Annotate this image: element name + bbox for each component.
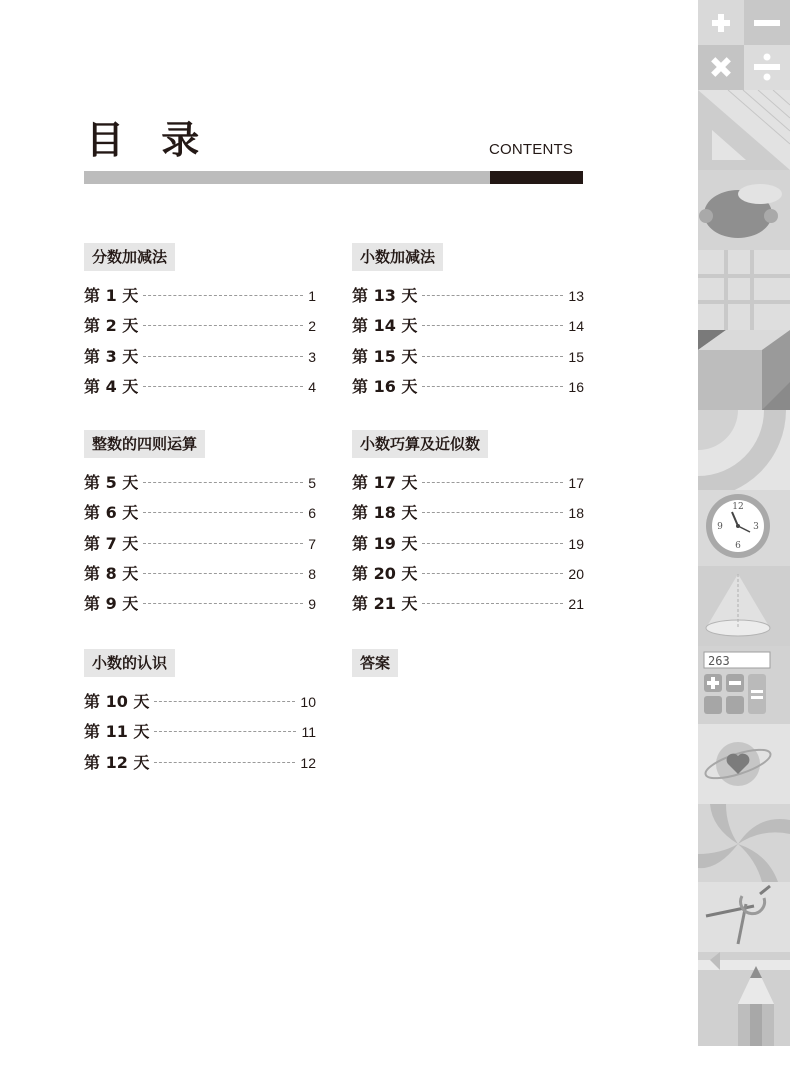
title-rule-dark: [490, 171, 583, 184]
calculator-display: 263: [708, 654, 730, 668]
entry-page: 15: [568, 348, 584, 365]
toc-entry[interactable]: [84, 748, 316, 778]
title-rule-gray: [84, 171, 490, 184]
section-heading: 答案: [352, 649, 398, 677]
toc-entry[interactable]: [352, 372, 584, 402]
clock-number-3: 3: [753, 522, 759, 532]
dot-leader: [422, 295, 563, 296]
clock-number-6: 6: [735, 541, 741, 551]
entry-page: 5: [308, 475, 316, 491]
entry-page: 10: [300, 694, 316, 710]
entry-page: 9: [308, 596, 316, 613]
toc-entry[interactable]: [84, 372, 316, 402]
dot-leader: [143, 386, 303, 387]
dot-leader: [422, 482, 563, 483]
planet-heart-icon: [698, 724, 790, 804]
entry-page: 11: [301, 724, 316, 741]
section-heading: 整数的四则运算: [84, 430, 205, 458]
entry-page: 7: [308, 535, 316, 552]
dot-leader: [422, 386, 563, 387]
clock-icon: [698, 490, 790, 566]
entry-label: 第 17 天: [352, 473, 418, 492]
entry-label: 第 8 天: [84, 563, 139, 583]
toc-entry[interactable]: [84, 281, 316, 311]
toc-entry[interactable]: [84, 342, 316, 372]
toc-entry[interactable]: [352, 589, 584, 619]
entry-label: 第 4 天: [84, 376, 139, 396]
dot-leader: [143, 295, 303, 296]
concentric-arcs-icon: [698, 410, 790, 490]
entry-label: 第 12 天: [84, 752, 150, 772]
toc-entry[interactable]: [84, 717, 316, 747]
toc-entry[interactable]: [352, 498, 584, 528]
entry-label: 第 9 天: [84, 594, 139, 614]
toc-entry[interactable]: [352, 281, 584, 311]
section-heading: 小数巧算及近似数: [352, 430, 488, 458]
toc-entry[interactable]: [84, 468, 316, 498]
toc-entry[interactable]: [84, 589, 316, 619]
clock-number-9: 9: [717, 522, 723, 532]
entry-label: 第 7 天: [84, 533, 139, 553]
entry-page: 4: [308, 378, 316, 395]
toc-entry[interactable]: [352, 311, 584, 341]
entry-label: 第 15 天: [352, 346, 418, 366]
entry-page: 17: [568, 475, 584, 491]
cone-icon: [698, 566, 790, 646]
toc-entry[interactable]: [84, 498, 316, 528]
entry-page: 8: [308, 565, 316, 582]
entry-label: 第 14 天: [352, 316, 418, 336]
entry-page: 14: [568, 318, 584, 335]
entry-page: 16: [568, 378, 584, 395]
entry-label: 第 16 天: [352, 376, 418, 396]
cartoon-face-icon: [698, 170, 790, 250]
entry-label: 第 18 天: [352, 503, 418, 523]
calculator-icon: [698, 646, 790, 724]
toc-entry[interactable]: [84, 529, 316, 559]
entry-page: 2: [308, 318, 316, 335]
page-title: 目 录: [86, 118, 212, 162]
section-heading: 小数的认识: [84, 649, 175, 677]
clock-number-12: 12: [732, 502, 744, 512]
dot-leader: [154, 762, 295, 763]
dot-leader: [143, 482, 303, 483]
entry-label: 第 5 天: [84, 473, 139, 492]
entry-label: 第 11 天: [84, 722, 150, 742]
set-square-icon: [698, 90, 790, 170]
entry-label: 第 1 天: [84, 286, 139, 305]
entry-page: 6: [308, 505, 316, 522]
section-answers[interactable]: [352, 649, 584, 687]
entry-page: 18: [568, 505, 584, 522]
entry-page: 19: [568, 535, 584, 552]
section-decimal-add-sub: [352, 243, 584, 402]
dot-leader: [154, 731, 296, 732]
toc-entry[interactable]: [352, 468, 584, 498]
section-decimal-tricks-approx: [352, 430, 584, 619]
pencil-icon: [698, 952, 790, 1046]
dot-leader: [422, 573, 563, 574]
entry-label: 第 20 天: [352, 563, 418, 583]
entry-page: 13: [568, 288, 584, 304]
entry-label: 第 2 天: [84, 316, 139, 336]
toc-entry[interactable]: [84, 687, 316, 717]
compass-icon: [698, 882, 790, 952]
section-heading: 分数加减法: [84, 243, 175, 271]
cube-icon: [698, 330, 790, 410]
toc-entry[interactable]: [84, 311, 316, 341]
entry-page: 20: [568, 565, 584, 582]
section-heading: 小数加减法: [352, 243, 443, 271]
toc-entry[interactable]: [84, 559, 316, 589]
swirl-pattern-icon: [698, 804, 790, 882]
dot-leader: [143, 543, 303, 544]
entry-page: 1: [308, 288, 316, 304]
entry-label: 第 21 天: [352, 594, 418, 614]
section-fraction-add-sub: [84, 243, 316, 402]
decorative-sidebar: [698, 0, 790, 1046]
section-integer-arithmetic: [84, 430, 316, 619]
section-decimal-recognition: [84, 649, 316, 778]
entry-page: 21: [568, 596, 584, 613]
toc-entry[interactable]: [352, 342, 584, 372]
entry-page: 3: [308, 348, 316, 365]
entry-label: 第 10 天: [84, 692, 150, 711]
dot-leader: [143, 603, 303, 604]
dot-leader: [143, 512, 303, 513]
entry-label: 第 13 天: [352, 286, 418, 305]
dot-leader: [422, 512, 563, 513]
entry-label: 第 6 天: [84, 503, 139, 523]
entry-label: 第 19 天: [352, 533, 418, 553]
entry-label: 第 3 天: [84, 346, 139, 366]
entry-page: 12: [300, 754, 316, 771]
toc-entry[interactable]: [352, 559, 584, 589]
grid-pattern-icon: [698, 250, 790, 330]
math-operators-icon: [698, 0, 790, 90]
dot-leader: [154, 701, 295, 702]
dot-leader: [422, 543, 563, 544]
dot-leader: [143, 573, 303, 574]
dot-leader: [422, 356, 563, 357]
dot-leader: [422, 325, 563, 326]
dot-leader: [143, 325, 303, 326]
dot-leader: [422, 603, 563, 604]
dot-leader: [143, 356, 303, 357]
page-subtitle: CONTENTS: [489, 141, 574, 158]
toc-entry[interactable]: [352, 529, 584, 559]
